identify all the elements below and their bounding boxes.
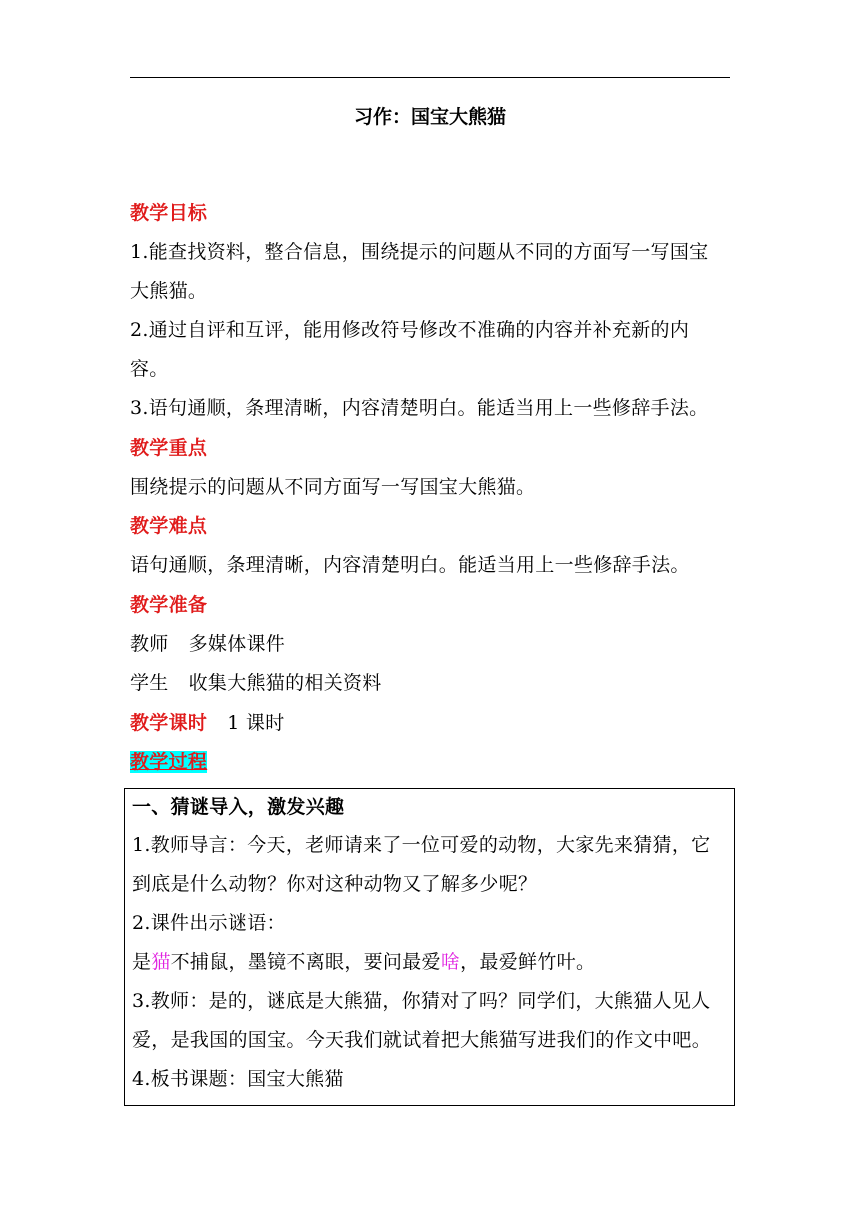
goal-3: 3.语句通顺，条理清晰，内容清楚明白。能适当用上一些修辞手法。 [130,397,709,419]
goal-1-line-1: 1.能查找资料，整合信息，围绕提示的问题从不同的方面写一写国宝 [130,241,709,263]
preparation-teacher [130,630,730,658]
process-heading: 教学过程 [130,751,208,773]
goals-heading: 教学目标 [130,202,208,224]
preparation-teacher-text: 多媒体课件 [188,633,286,655]
goal-2-line-1: 2.通过自评和互评，能用修改符号修改不准确的内容并补充新的内 [130,319,690,341]
step-3-line-1: 3.教师：是的，谜底是大熊猫，你猜对了吗？同学们，大熊猫人见人 [132,990,711,1012]
preparation-student [130,669,730,697]
class-hours-text: 1 课时 [227,712,285,734]
class-hours [130,709,730,737]
document-title: 习作：国宝大熊猫 [353,106,506,128]
preparation-heading: 教学准备 [130,594,208,616]
key-points-heading: 教学重点 [130,437,208,459]
riddle-part-2: 不捕鼠，墨镜不离眼，要问最爱 [170,951,441,973]
preparation-student-label: 学生 [130,672,169,694]
process-section-heading: 一、猜谜导入，激发兴趣 [132,796,345,818]
step-3-line-2: 爱，是我国的国宝。今天我们就试着把大熊猫写进我们的作文中吧。 [132,1029,712,1051]
step-1-line-2: 到底是什么动物？你对这种动物又了解多少呢？ [132,873,538,895]
preparation-student-text: 收集大熊猫的相关资料 [188,672,382,694]
riddle-part-3: ，最爱鲜竹叶。 [460,951,596,973]
goal-1-line-2: 大熊猫。 [130,280,208,302]
step-1-line-1: 1.教师导言：今天，老师请来了一位可爱的动物，大家先来猜猜，它 [132,834,711,856]
riddle-part-1: 是 [132,951,152,973]
header-rule [130,77,730,78]
goal-2-line-2: 容。 [130,358,169,380]
class-hours-heading: 教学课时 [130,712,208,734]
difficult-points-text: 语句通顺，条理清晰，内容清楚明白。能适当用上一些修辞手法。 [130,554,690,576]
key-points-text: 围绕提示的问题从不同方面写一写国宝大熊猫。 [130,476,536,498]
riddle-highlight-cat: 猫 [151,951,171,973]
preparation-teacher-label: 教师 [130,633,169,655]
step-4: 4.板书课题：国宝大熊猫 [132,1068,344,1090]
process-box [124,788,735,1106]
difficult-points-heading: 教学难点 [130,515,208,537]
process-heading-line [130,748,730,776]
riddle-highlight-what: 啥 [440,951,461,973]
step-2: 2.课件出示谜语： [132,912,286,934]
riddle-line [132,948,732,976]
